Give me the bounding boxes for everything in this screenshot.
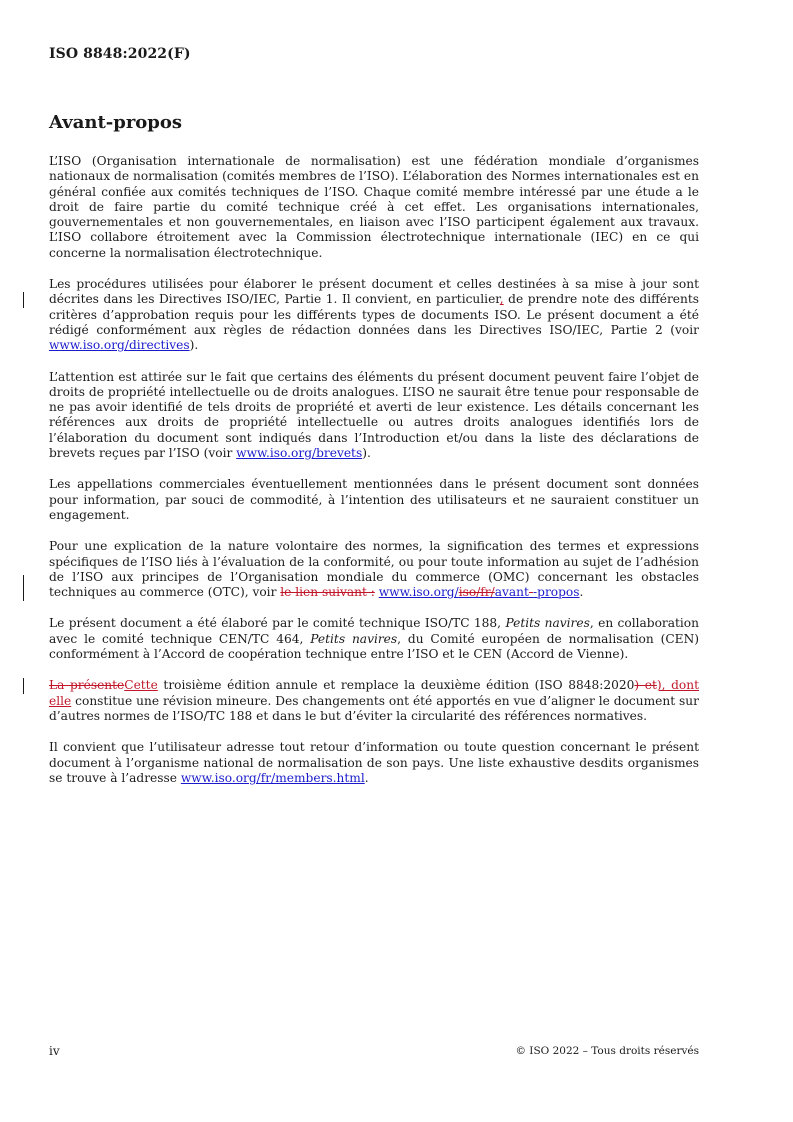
directives-link[interactable]: www.iso.org/directives — [49, 338, 190, 353]
paragraph-feedback — [49, 740, 699, 786]
inserted-text: ), dont elle — [49, 678, 699, 708]
section-title: Avant-propos — [49, 112, 183, 133]
paragraph-iso-intro: L’ISO (Organisation internationale de normalisation) est une fédération mondiale d’organismes nationaux de normalisation (comités membres de l’ISO). L’élaboration des Normes internationales est en général confiée aux comités techniques de l’ISO. Chaque comité membre intéressé par une étude a le droit de faire partie du comité technique créé à cet effet. Les organisations internationales, gouvernementales et non gouvernementales, en liaison avec l’ISO participent également aux travaux. L’ISO collabore étroitement avec la Commission électrotechnique internationale (IEC) en ce qui concerne la normalisation électrotechnique. — [49, 154, 699, 260]
patents-link[interactable]: www.iso.org/brevets — [236, 446, 363, 461]
italic-committee-name: Petits navires — [310, 631, 398, 646]
paragraph-trade-names: Les appellations commerciales éventuellement mentionnées dans le présent document sont données pour information, par souci de commodité, à l’intention des utilisateurs et ne sauraient constituer un engagement. — [49, 477, 699, 522]
paragraph-text: Pour une explication de la nature volontaire des normes, la signification des termes et expressions spécifiques de l’ISO liés à l’évaluation de la conformité, ou pour toute information au sujet de l’adhésion de l’ISO aux principes de l’Organisation mondiale du commerce (OMC) concernant les obstacles techniques au commerce (OTC), voir — [49, 539, 699, 600]
paragraph-text: de prendre note des différents critères d’approbation requis pour les différents types de documents ISO. Le présent document a été rédigé conformément aux règles de rédaction données dans les Directives ISO/IEC, Partie 2 (voir — [49, 292, 700, 337]
paragraph-text: Il convient que l’utilisateur adresse tout retour d’information ou toute question concernant le présent document à l’organisme national de normalisation de son pays. Une liste exhaustive desdits organismes se trouve à l’adresse — [49, 740, 699, 785]
foreword-link[interactable]: www.iso.org/iso/fr/avant--propos — [378, 585, 580, 600]
paragraph-text: , du Comité européen de normalisation (CEN) conformément à l’Accord de coopération technique entre l’ISO et le CEN (Accord de Vienne). — [49, 631, 699, 662]
deleted-text: - — [528, 585, 534, 600]
copyright-notice: © ISO 2022 – Tous droits réservés — [515, 1045, 699, 1057]
revision-change-bar — [23, 678, 24, 694]
inserted-text: , — [499, 292, 504, 307]
revision-change-bar — [23, 575, 24, 601]
paragraph-text: constitue une révision mineure. Des changements ont été apportés en vue d’aligner le document sur d’autres normes de l’ISO/TC 188 et dans le but d’éviter la circularité des références normatives. — [49, 693, 699, 723]
document-id-header: ISO 8848:2022(F) — [49, 46, 191, 62]
paragraph-text: Les procédures utilisées pour élaborer le présent document et celles destinées à sa mise à jour sont décrites dans les Directives ISO/IEC, Partie 1. Il convient, en particulier — [49, 277, 699, 307]
paragraph-text: ). — [189, 338, 199, 353]
paragraph-text: . — [364, 770, 369, 785]
paragraph-procedures — [49, 277, 699, 353]
paragraph-patents — [49, 370, 699, 462]
revision-change-bar — [23, 292, 24, 308]
deleted-text: le lien suivant : — [280, 585, 375, 600]
paragraph-text: , en collaboration avec le comité technique CEN/TC 464, — [49, 616, 699, 646]
deleted-text: La présente — [49, 678, 125, 693]
paragraph-committee — [49, 616, 699, 662]
paragraph-text: . — [579, 585, 584, 600]
inserted-text: Cette — [124, 678, 158, 693]
paragraph-edition — [49, 678, 699, 724]
members-link[interactable]: www.iso.org/fr/members.html — [180, 770, 365, 785]
paragraph-text: ). — [362, 446, 371, 461]
deleted-text: ) et — [634, 678, 657, 693]
paragraph-voluntary-nature — [49, 539, 699, 600]
italic-committee-name: Petits navires — [505, 616, 590, 631]
paragraph-text: Le présent document a été élaboré par le comité technique ISO/TC 188, — [49, 616, 506, 631]
paragraph-text: L’attention est attirée sur le fait que certains des éléments du présent document peuvent faire l’objet de droits de propriété intellectuelle ou de droits analogues. L’ISO ne saurait être tenue pour responsable de ne pas avoir identifié de tels droits de propriété et averti de leur existence. Les détails concernant les références aux droits de propriété intellectuelle ou autres droits analogues identifiés lors de l’élaboration du document sont indiqués dans l’Introduction et/ou dans la liste des déclarations de brevets reçues par l’ISO (voir — [49, 369, 699, 461]
page-number: iv — [49, 1044, 60, 1058]
deleted-text: iso/fr/ — [458, 585, 495, 600]
body-content — [49, 154, 699, 802]
paragraph-text: troisième édition annule et remplace la deuxième édition (ISO 8848:2020 — [157, 678, 635, 693]
